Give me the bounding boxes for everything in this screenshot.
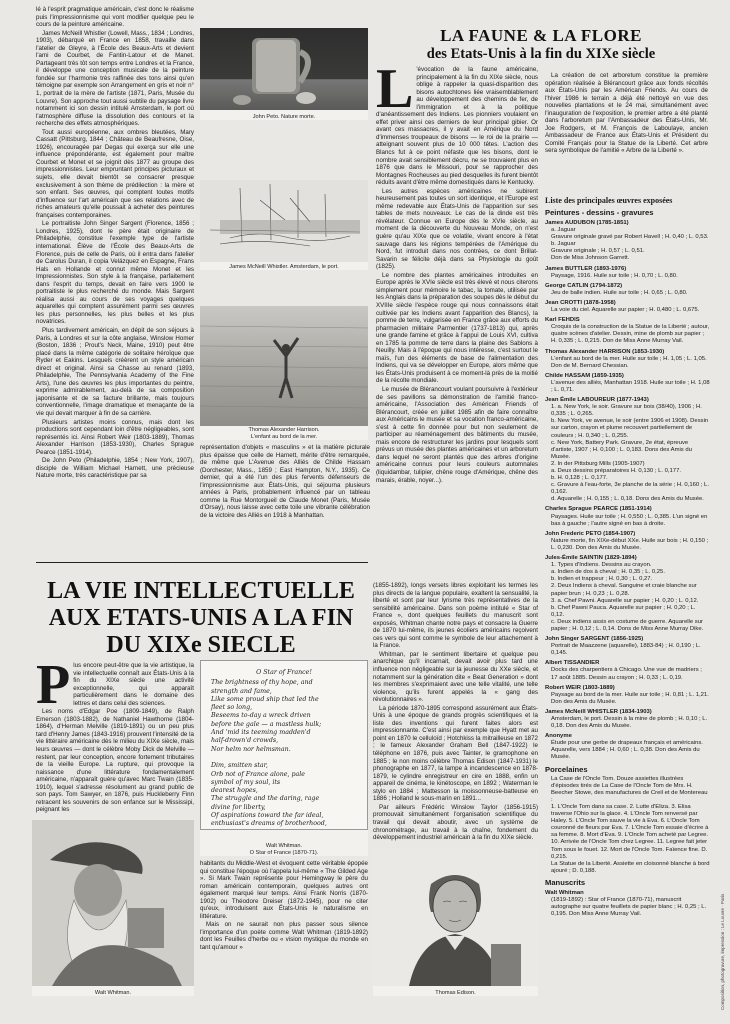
list-artist: James BUTTLER (1893-1976)	[545, 265, 627, 272]
section-divider	[36, 562, 368, 563]
photo	[200, 180, 368, 262]
list-work: d. Aquarelle ; H. 0,155 ; L. 0,18. Dons des Amis du Musée.	[551, 496, 704, 503]
vie-column-2	[200, 860, 368, 1016]
figure-peto-still-life	[200, 28, 368, 120]
paragraph: lus encore peut-être que la vie artistique, la vie intellectuelle connaît aux États-Unis à la fin du XIXe siècle une activité exceptionnelle, qui apparaît particulièrement dans le domaine des lettres et dans celui des sciences.	[73, 662, 194, 707]
paragraph: (1855-1892), longs versets libres exploitant les termes les plus directs de la langue populaire, exaltent la sensualité, la liberté et sont par leur lyrisme très représentatives de la sensibilité américaine. Dans son poème intitulé « Star of France », dont quelques feuillets du manuscrit sont exposés, Whitman chante notre pays et consacre la Guerre de 1870 lui-même, ils jeunes écoliers américains reçoivent ces vers qui sont comme le symbole de leur attachement à la France.	[373, 582, 538, 650]
paragraph: De John Peto (Philadelphie, 1854 ; New York, 1907), disciple de William Michael Harnett, une précieuse Nature morte, très caractéristique par sa	[36, 457, 194, 480]
paragraph: Plus tardivement américain, en dépit de son séjours à Paris, à Londres et sur la côte anglaise, Winslow Homer (Boston, 1836 ; Prout's Neck, Maine, 1910) peut être placé dans la même catégorie de solitaire héroïque que Ryder et Eakins. Lesquels créèrent un style américain direct et original. Ainsi sa Chasse au renard (1893, Philadelphie, The Pennsylvania Academy of the Fine Arts), l'une des œuvres les plus importantes du peintre, exprime admirablement, au-delà de sa composition japonisante et de sa facture brillante, mais toujours conventionnelle, l'image dramatique et menaçante de la vie qui devait marquer à fin de sa carrière.	[36, 326, 194, 417]
list-artist: Jean Émile LABOUREUR (1877-1943)	[545, 397, 649, 404]
manuscript-line: symbol of my soul, its	[211, 778, 281, 786]
manuscript-line	[211, 754, 357, 762]
list-work: Paysages. Huile sur toile ; H. 0,550 ; L. 0,385. L'un signé en bas à gauche ; l'autre signé en bas à droite.	[551, 513, 708, 527]
manuscript-line: And 'mid its teeming madden'd	[211, 729, 311, 737]
paragraph: 'évocation de la faune américaine, principalement à la fin du XIXe siècle, nous oblige à rappeler la quasi-disparition des bisons autochtones liée vraisemblablement au développement des chemins de fer, de l'immigration et à la politique d'anéantissement des Indiens. Les pionniers voulaient en effet priver ainsi ces derniers de leur principal gibier. Or avant ces massacres, il y avait en Amérique du Nord d'immenses troupeaux de bisons — le roi de la prairie — atteignant souvent plus de 10 000 têtes. L'action des Blancs fut à ce point néfaste que les bisons, dont le nombre avait sensiblement décru, ne se trouvaient plus en 1876 que dans le Missouri, pour se rapprocher des Montagnes Rocheuses au pied desquelles ils furent bientôt réduits avant d'être même domestiqués dans le Kentucky.	[376, 66, 538, 187]
manuscript-line: dearest hopes,	[211, 787, 258, 795]
whitman-portrait-image	[32, 820, 194, 986]
figure-caption: James McNeill Whistler. Amsterdam, le port.	[229, 263, 339, 270]
list-artist: Robert WEIR (1803-1889)	[545, 684, 615, 691]
top-left-column	[36, 6, 194, 618]
list-work: L'avenue des alliés, Manhattan 1918. Huile sur toile ; H. 1,08 ; L. 0,71.	[551, 379, 710, 393]
list-work: 1. Types d'Indiens. Dessins au crayon.	[551, 562, 652, 569]
paragraph: Les autres espèces américaines ne subirent heureusement pas toutes un sort identique, et l'Europe est même redevable aux États-Unis de l'apparition sur ses tables de mets nouveaux. Le cas de la dinde est très révélateur. Connue en Europe dès le XVIe siècle, au moment de la découverte du Nouveau Monde, on n'est guère qu'au XIXe que ce volatile, vivant encore à l'état sauvage dans les régions tempérées de l'Amérique du Nord, fut introduit dans nos contrées, ce dont Brillat-Savarin se félicite déjà dans sa Physiologie du goût (1825).	[376, 187, 538, 271]
caption-line: O Star of France (1870-71).	[249, 849, 319, 856]
vie-dropcap: P	[36, 662, 71, 716]
paragraph: La période 1870-1895 correspond assurément aux États-Unis à une époque de grands progrès scientifiques et la liste des inventions qui furent faites alors est impressionnante. C'est ainsi par exemple que Hyatt met au point en 1870 le celluloïd ; Hotchkiss la mitrailleuse en 1872 ; le fameux Alexander Graham Bell (1847-1922) le téléphone en 1876, puis avec Tainter, le gramophone en 1885 ; le non moins célèbre Thomas Edison (1847-1931) le phonographe en 1877, la lampe à incandescence en 1878-1879, le cylindre enregistreur en cire en 1888, enfin un appareil de cinéma, le kinétoscope, en 1892 ; Waterman le stylo en 1884 ; Mattesson la moissonneuse-batteuse en 1886 ; Holland le sous-marin en 1891...	[373, 704, 538, 803]
manuscript-line: Like some proud ship that led the	[211, 695, 319, 703]
figure-caption: Walt Whitman.	[94, 989, 132, 996]
list-artist: Jean CROTTI (1878-1958)	[545, 299, 616, 306]
paragraph: Plusieurs artistes moins connus, mais dont les productions sont cependant loin d'être négligeables, sont représentés ici. Ainsi Robert Weir (1803-1889), Thomas Alexander Harrison (1853-1930), Charles Sprague Pearce (1851-1914).	[36, 418, 194, 456]
still-life-image	[200, 28, 368, 110]
paragraph: habitants du Middle-West et évoquent cette véritable épopée qui constitue l'époque où l'appela lui-même « The Gilded Age ». Si Mark Twain représente pour Hemingway le père du roman américain contemporain, quelques autres ont également marqué leur temps. Ainsi Frank Norris (1870-1902) ou Théodore Dreiser (1872-1945), pour ne citer qu'eux, introduisent aux États-Unis le naturalisme en littérature.	[200, 860, 368, 920]
figure-whitman-portrait	[32, 820, 194, 996]
list-work: La Statue de la Liberté. Assiette en cloisonné blanche à bord ajouré ; D. 0,188.	[551, 860, 710, 874]
manuscript-line: half-drown'd crowds,	[211, 737, 279, 745]
figure-harrison-child	[200, 306, 368, 440]
list-artist: Jules-Émile SAINTIN (1829-1894)	[545, 555, 637, 562]
list-work: Paysage au bord de la mer. Huile sur toile ; H. 0,81 ; L. 1,21. Don des Amis du Musée.	[551, 691, 709, 705]
list-work: 2. Deux Indiens à cheval. Sanguine et craie blanche sur papier brun ; H. 0,23 ; L. 0,28.	[551, 583, 697, 597]
manuscript-line: Dim, smitten star,	[211, 762, 268, 770]
faune-column-1	[376, 66, 538, 580]
vie-title	[30, 578, 372, 659]
photo	[200, 306, 368, 426]
faune-title-line2: des Etats-Unis à la fin du XIXe siècle	[426, 46, 656, 62]
list-section-heading: Porcelaines	[545, 764, 588, 774]
list-work: b. H. 0,128 ; L. 0,177.	[551, 475, 608, 482]
list-artist: Walt Whitman	[545, 889, 584, 896]
list-artist: James AUDUBON (1785-1851)	[545, 220, 629, 226]
vie-column-3	[373, 582, 538, 844]
faune-title-line1: LA FAUNE & LA FLORE	[440, 26, 642, 45]
list-work: Gravure originale ; H. 0,57 ; L. 0,51.	[551, 248, 645, 255]
manuscript-line: Beseems to-day a wreck driven	[211, 712, 311, 720]
center-bottom-column	[200, 444, 370, 566]
list-work: La voie du ciel. Aquarelle sur papier ; H. 0,480 ; L. 0,675.	[551, 307, 700, 314]
list-work: c. New York, Battery Park. Gravure, 2e état, épreuve d'artiste, 1907 ; H. 0,100 ; L. 0,183. Dons des Amis du Musée.	[551, 439, 692, 460]
manuscript-line: O Star of France!	[256, 669, 312, 676]
vie-title-line3: DU XIXe SIECLE	[106, 632, 296, 658]
list-work: Jeu de balle indien. Huile sur toile ; H. 0,65 ; L. 0,80.	[551, 289, 688, 296]
list-work: 3. a. Chef Pawni. Aquarelle sur papier ; H. 0,20 ; L. 0,12.	[551, 597, 699, 604]
paragraph: Le portraitiste John Singer Sargent (Florence, 1856 ; Londres, 1925), dont le père était originaire de Philadelphie, constitue l'exemple type de l'artiste international. Élève de l'École des Beaux-Arts de Florence, puis de celle de Paris, où il entra dans l'atelier de Carolus Duran, il copia Velázquez en Espagne, Frans Hals en Hollande et connut même Monet et les Impressionnistes. Son style à la française, parfaitement dans l'esprit du temps, devait en faire vers 1900 le portraitiste le plus recherché du monde. Mais Sargent réalisa aussi au cours de ses voyages quelques aquarelles qui comptent assurément parmi ses œuvres les plus personnelles, les plus belles et les plus novatrices.	[36, 220, 194, 326]
list-artist: James McNeill WHISTLER (1834-1903)	[545, 708, 652, 715]
list-title: Liste des principales œuvres exposées	[545, 196, 673, 205]
list-work: L'enfant au bord de la mer. Huile sur toile ; H. 1,05 ; L. 1,05. Don de M. Bernard Chessian.	[551, 355, 707, 369]
paragraph: Le musée de Blérancourt voulant poursuivre à l'extérieur de ses pavillons sa démonstration de l'amitié franco-américaine, l'Association des Américan Friends of Blérancourt, créée en juillet 1985 afin de faire connaître aux Américains le musée et sa vocation franco-américaine, s'est à cette fin donnée pour but non seulement de participer au réaménagement des bâtiments du musée, mais encore de restructurer les jardins pour lesquels sont prévus un musée des plantes américaines et un arboretum dans lequel ne seront plantés que des arbres d'origine américaine connus pour leurs couleurs automnales (liquidambar, tulipier, chêne rouge d'Amérique, chêne des marais, érable, noyer...).	[376, 385, 538, 484]
photo	[200, 28, 368, 110]
manuscript-line: before the gale — a mastless hulk;	[211, 720, 322, 728]
faune-column-2	[545, 72, 708, 176]
list-artist: John Singer SARGENT (1856-1925)	[545, 636, 644, 643]
photo	[373, 848, 538, 986]
list-work: 2. In der Pittsburg Mills (1905-1907)	[551, 460, 645, 467]
vie-title-line2: AUX ETATS-UNIS A LA FIN	[48, 605, 354, 631]
caption-line: Walt Whitman.	[265, 843, 303, 850]
faune-title	[372, 26, 710, 63]
list-work: b. Indien et trappeur ; H. 0,30 ; L. 0,27.	[551, 576, 653, 583]
figure-whistler-amsterdam	[200, 180, 368, 270]
vie-column-1	[36, 662, 194, 816]
list-section-heading: Peintures - dessins - gravures	[545, 208, 654, 217]
figure-caption	[200, 427, 368, 440]
manuscript-line: fleet so long,	[211, 704, 253, 712]
list-work: 1. L'Oncle Tom dans sa case. 2. Lutte d'Eliza. 3. Elisa traverse l'Ohio sur la glace. 4. L'Oncle Tom renversé par Haley. 5. L'Oncle Tom sauve la vie à Eva. 6. L'Oncle Tom couronné de fleurs par Eva. 7. L'Oncle Tom essaie d'écrire à sa femme. 8. Mort d'Eva. 9. L'Oncle Tom acheté par Legree. 10. Arrivée de l'Oncle Tom chez Legree. 11. Legree fait jeter Tom sous le fouet. 12. Mort de l'Oncle Tom. Faïence fine. D. 0,215.	[551, 803, 709, 860]
list-work: (1819-1892) : Star of France (1870-71), manuscrit autographe sur quatre feuillets de papier blanc ; H. 0,25 ; L. 0,195. Don Miss Anne Murray Vail.	[551, 896, 707, 918]
manuscript-line: enthusiast's dreams of brotherhood,	[211, 820, 327, 828]
caption-line: L'enfant au bord de la mer.	[250, 433, 318, 440]
list-work: La Case de l'Oncle Tom. Douze assiettes illustrées d'épisodes tirés de La Case de l'Oncle Tom de Mrs. H. Beecher Stowe, des manufactures de Creil et de Montereau :	[551, 775, 708, 803]
child-at-shore-image	[200, 306, 368, 426]
manuscript-sheet	[200, 660, 368, 830]
list-artist: George CATLIN (1794-1872)	[545, 282, 623, 289]
list-artist: Albert TISSANDIER	[545, 660, 600, 667]
list-artist: John Frederic PETO (1854-1907)	[545, 530, 636, 537]
photo	[32, 820, 194, 986]
manuscript-line: Orb not of France alone, pale	[211, 770, 306, 778]
list-work: b. New York, ve avenue, le soir (entre 1906 et 1908). Dessin sur carton, crayon et plume recouvert partiellement de couleurs ; H. 0,340 ; L. 0,255.	[551, 418, 709, 439]
paragraph: La création de cet arboretum constitue la première opération réalisée à Blérancourt grâce aux fonds récoltés aux États-Unis par les Américan Friends. Au cours de l'hiver 1986 le terrain a déjà été nettoyé en vue des nouvelles plantations et le 24 mai, simultanément avec l'inauguration de l'exposition, le premier arbre a été planté dans l'arboretum par l'Ambassadeur des États-Unis, Mr. Joe Rodgers, et M. François de Laboulaye, ancien Ambassadeur de France aux États-Unis et Président du Comité Français pour la Statue de la Liberté. Cet arbre sera symbolique de l'amitié « Arbre de la Liberté ».	[545, 72, 708, 155]
list-artist: Thomas Alexander HARRISON (1853-1930)	[545, 348, 665, 355]
caption-line: Thomas Alexander Harrison.	[248, 427, 320, 434]
paragraph: Whitman, par le sentiment libertaire et quelque peu anarchique qu'il incarnait, devait avoir plus tard une influence non négligeable sur la jeunesse du XXe siècle, et notamment sur la génération dite « Beat Generation » dont les membres s'exprimaient avec une telle vitalité, une telle violence, qu'ils furent appelés la « gang des révolutionnaires ».	[373, 650, 538, 704]
edison-portrait-image	[373, 848, 538, 986]
figure-caption	[200, 843, 368, 856]
manuscript-line: The struggle and the daring, rage	[211, 795, 320, 803]
list-work: c. Deux indiens assis en costume de guerre. Aquarelle sur papier ; H. 0,12 ; L. 0,14. Dons de Miss Anne Murray Dike.	[551, 618, 704, 632]
paragraph: Tout aussi européenne, aux ombres bleutées, Mary Cassatt (Pittsburg, 1844 ; Château de Beaufresne, Oise, 1926), encouragée par Degas qui exerça sur elle une influence prépondérante, est également pour maître Courbet et Monet et se joignit dès 1877 au groupe des impressionnistes. Leur empruntant principes picturaux et sujets, elle devait bientôt se consacrer presque exclusivement à son thème de prédilection : la mère et son enfant. Ses œuvres, qui comptent toutes motifs d'influence sur l'art américain que ses relations avec de riches amateurs qu'elle poussait à acheter des peintures françaises contemporaines.	[36, 128, 194, 219]
manuscript-line: Nor helm nor helmsman.	[211, 745, 291, 753]
list-work: Docks des charpentiers à Chicago. Une vue de madriers ; 17 août 1885. Dessin au crayon ; H. 0,33 ; L. 0,19.	[551, 667, 702, 681]
paragraph: Mais on ne saurait non plus passer sous silence l'importance d'un poète comme Walt Whitman (1819-1892) dont les Feuilles d'herbe ou « vision mystique du monde en tant qu'amour »	[200, 921, 368, 952]
side-credit: Composition, photogravure, impression : Le Louvre · Paris	[720, 893, 725, 1010]
figure-edison-portrait	[373, 848, 538, 996]
figure-caption: John Peto. Nature morte.	[252, 113, 316, 120]
list-work: b. Chef Pawni Pauca. Aquarelle sur papier ; H. 0,20 ; L. 0,12.	[551, 604, 696, 618]
list-artist: Charles Sprague PEARCE (1851-1914)	[545, 506, 652, 513]
faune-dropcap: L	[376, 66, 414, 120]
list-work: Amsterdam, le port. Dessin à la mine de plomb ; H. 0,10 ; L. 0,18. Don des Amis du Musée.	[551, 716, 708, 730]
list-work: 1. a. New York, le soir. Gravure sur bois (38/40), 1906 ; H. 0,335 ; L. 0,265.	[551, 404, 702, 418]
paragraph: Les noms d'Edgar Poe (1809-1849), de Ralph Emerson (1803-1882), de Nathaniel Hawthorne (1804-1864), d'Herman Melville (1819-1891) ou un peu plus tard d'Henry James (1843-1916) prouvent l'intensité de la vie littéraire américaine dès le milieu du XIXe siècle, mais leurs œuvres — dont le célèbre Moby Dick de Melville — restent, par leur conception, encore fortement tributaires de la vieille Europe. La rupture, qui provoque la naissance d'une littérature fondamentalement américaine, n'apparaît guère qu'avec Marc Twain (1835-1910), lequel s'adresse résolument au grand public de son pays. Tom Sawyer, en 1876, puis Huckleberry Finn retracent les souvenirs de son enfance sur le Mississipi, peignant les	[36, 708, 194, 814]
figure-whitman-manuscript	[200, 660, 368, 856]
list-section-heading: Manuscrits	[545, 877, 586, 887]
list-work: Paysage, 1916. Huile sur toile ; H. 0,70 ; L. 0,80.	[551, 272, 678, 279]
list-work: a. Deux dessins préparatoires H. 0,130 ; L. 0,177.	[551, 468, 681, 474]
paragraph: représentation d'objets « masculins » et la matière picturale plus épaisse que celle de Harnett, mérite d'être remarquée, de même que L'Avenue des Alliés de Childe Hassam (Dorchester, Mass., 1859 ; East Hampton, N.Y., 1935). Ce dernier, qui a été l'un des plus fervents défenseurs de l'impressionnisme aux États-Unis, qui séjourna plusieurs années à Paris, probablement influencé par un tableau comme la Rue Montorgueil de Claude Monet (Paris, Musée d'Orsay), nous laisse avec cette toile une vibrante célébration de la victoire des Alliés en 1918 à Manhattan.	[200, 444, 370, 519]
list-work: a. Jaguar	[551, 227, 576, 234]
works-list	[545, 196, 710, 1006]
list-work: Croquis de la construction de la Statue de la Liberté ; autour, quatre scènes d'atelier. Dessin, mine de plomb sur papier ; H. 0,335 ; L. 0,215. Don de Miss Anne Murray Vail.	[551, 324, 710, 345]
paragraph: Par ailleurs Frédéric Winslow Taylor (1856-1915) promouvait simultanément l'organisation scientifique du travail qui devait aboutir, avec un système de chronométrage, au travail à la chaîne, fondement du développement industriel américain à la fin du XIXe siècle.	[373, 803, 538, 842]
harbour-sketch-image	[200, 180, 368, 262]
list-artist: Karl FEHDIS	[545, 317, 580, 324]
vie-title-line1: LA VIE INTELLECTUELLE	[47, 578, 355, 604]
paragraph: James McNeill Whistler (Lowell, Mass., 1834 ; Londres, 1903), débarqué en France en 1858, travaille dans l'atelier de Gleyre, à l'École des Beaux-Arts et devient l'ami de Courbet, de Fantin-Latour et de Manet. Partageant très tôt son temps entre Londres et la France, il développe une conception musicale de la peinture fondée sur l'harmonie très raffinée des tons ainsi qu'en témoigne par exemple son Arrangement en gris et noir n° 1, portrait de la mère de l'artiste (1871, Paris, Musée du Louvre). Son approche tout aussi subtile du paysage livre notamment ici son dessin intitulé Amsterdam, le port où l'atmosphère diffuse la dissolution des contours et la recherche des effets atmosphériques.	[36, 29, 194, 128]
manuscript-line: strength and fame,	[211, 687, 272, 695]
manuscript-line: The brightness of thy hope, and	[211, 679, 313, 687]
paragraph: Le nombre des plantes américaines introduites en Europe après le XVIe siècle est très élevé et nous citerons simplement pour mémoire le tabac, la tomate, utilisée par les Anglais dans la préparation des soupes dès le début du XVIIIe siècle l'espèce rouge qui nous connaissons était cultivée par les Indiens avant l'apparition des Blancs), la pomme de terre, vulgarisée en France grâce aux efforts du pharmacien militaire Parmentier (1737-1813) qui, après une grande famine et grâce à l'appui de Louis XVI, cultiva en 1785 la pomme de terre dans la plaine des Sablons à Neuilly. Mais à l'époque qui nous intéresse, c'est surtout le maïs, l'un des éléments de base de l'alimentation des Indiens, qui va se développer en Europe, alors même que les États-Unis produisent à ce moment-là près de la moitié de la récolte mondiale.	[376, 271, 538, 385]
list-work: Gravure originale gravé par Robert Havell ; H. 0,40 ; L. 0,53.	[551, 234, 709, 241]
list-work: Étude pour une gerbe de drapeaux français et américains. Aquarelle, vers 1884 ; H. 0,60 ; L. 0,38. Don des Amis du Musée.	[551, 740, 703, 761]
list-work: Portrait de Maazzene (aquarelle), 1883-84) ; H. 0,190 ; L. 0,145.	[551, 643, 701, 657]
list-work: Don de Miss Johnson Garrett.	[551, 255, 630, 262]
list-work: Nature morte, fin XIXe-début XXe. Huile sur bois ; H. 0,150 ; L. 0,230. Don des Amis du Musée.	[551, 537, 709, 551]
manuscript-line: Of aspirations toward the far ideal,	[211, 812, 324, 820]
list-artist: Childe HASSAM (1859-1935)	[545, 372, 624, 379]
paragraph: lé à l'esprit pragmatique américain, c'est donc le réalisme puis l'impressionnisme qui vont modifier quelque peu le cours de la peinture américaine.	[36, 6, 194, 29]
figure-caption: Thomas Edison.	[435, 989, 476, 996]
list-work: b. Jaguar	[551, 241, 576, 248]
list-work: a. Indien de dos à cheval ; H. 0,35 ; L. 0,25.	[551, 569, 665, 576]
list-work: c. Gravure à l'eau-forte, 3e planche de la série ; H. 0,160 ; L. 0,162.	[551, 482, 709, 496]
manuscript-line: divine for liberty,	[211, 803, 266, 811]
list-artist: Anonyme	[545, 733, 572, 740]
